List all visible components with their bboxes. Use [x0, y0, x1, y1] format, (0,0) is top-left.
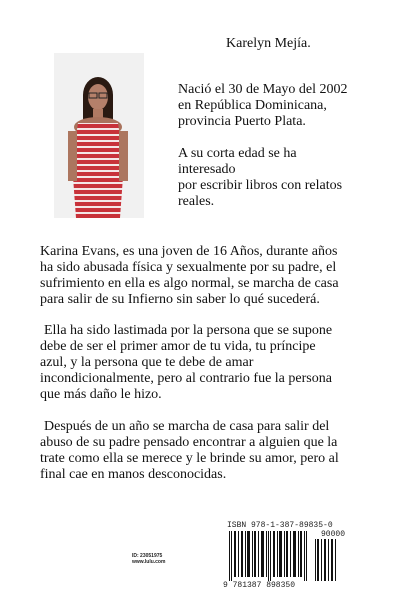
synopsis-line: Karina Evans, es una joven de 16 Años, durante años [40, 244, 338, 259]
book-synopsis [40, 244, 380, 483]
isbn-label: ISBN 978-1-387-89835-0 [227, 521, 333, 530]
author-bio [178, 82, 390, 210]
author-name: Karelyn Mejía. [226, 36, 311, 51]
synopsis-paragraph [40, 244, 380, 308]
barcode-bars [223, 531, 339, 581]
synopsis-paragraph [40, 323, 380, 403]
isbn-barcode [223, 521, 346, 591]
bio-line: Nació el 30 de Mayo del 2002 [178, 82, 348, 97]
synopsis-line: ha sido abusada física y sexualmente por su padre, el [40, 260, 337, 275]
synopsis-line: que más daño le hizo. [40, 387, 162, 402]
bio-line: interesado [178, 162, 236, 177]
bio-line: provincia Puerto Plata. [178, 114, 306, 129]
synopsis-line: Ella ha sido lastimada por la persona que se supone [44, 323, 333, 338]
barcode-digits: 9 781387 898350 [223, 581, 296, 590]
synopsis-line: Después de un año se marcha de casa para salir del [44, 419, 330, 434]
synopsis-line: sufrimiento en ella es algo normal, se marcha de casa [40, 276, 339, 291]
bio-line: en República Dominicana, [178, 98, 327, 113]
synopsis-paragraph [40, 419, 380, 483]
bio-line: A su corta edad se ha [178, 146, 297, 161]
synopsis-line: azul, y la persona que te debe de amar [40, 355, 254, 370]
synopsis-line: final cae en manos desconocidas. [40, 467, 227, 482]
author-photo [54, 53, 144, 218]
author-portrait-image [54, 53, 144, 218]
bio-paragraph [178, 82, 390, 130]
publisher-site: www.lulu.com [132, 559, 166, 565]
price-code: 90000 [321, 530, 346, 539]
synopsis-line: incondicionalmente, pero al contrario fue la persona [40, 371, 332, 386]
publisher-id: ID: 23051975 [132, 553, 163, 559]
synopsis-line: abuso de su padre pensado encontrar a alguien que la [40, 435, 338, 450]
synopsis-line: para salir de su Infierno sin saber lo qué sucederá. [40, 292, 320, 307]
bio-paragraph [178, 146, 390, 210]
bio-line: reales. [178, 194, 215, 209]
bio-line: por escribir libros con relatos [178, 178, 343, 193]
synopsis-line: debe de ser el primer amor de tu vida, tu príncipe [40, 339, 316, 354]
publisher-mark [132, 553, 176, 571]
synopsis-line: trate como ella se merece y le brinde su amor, pero al [40, 451, 339, 466]
